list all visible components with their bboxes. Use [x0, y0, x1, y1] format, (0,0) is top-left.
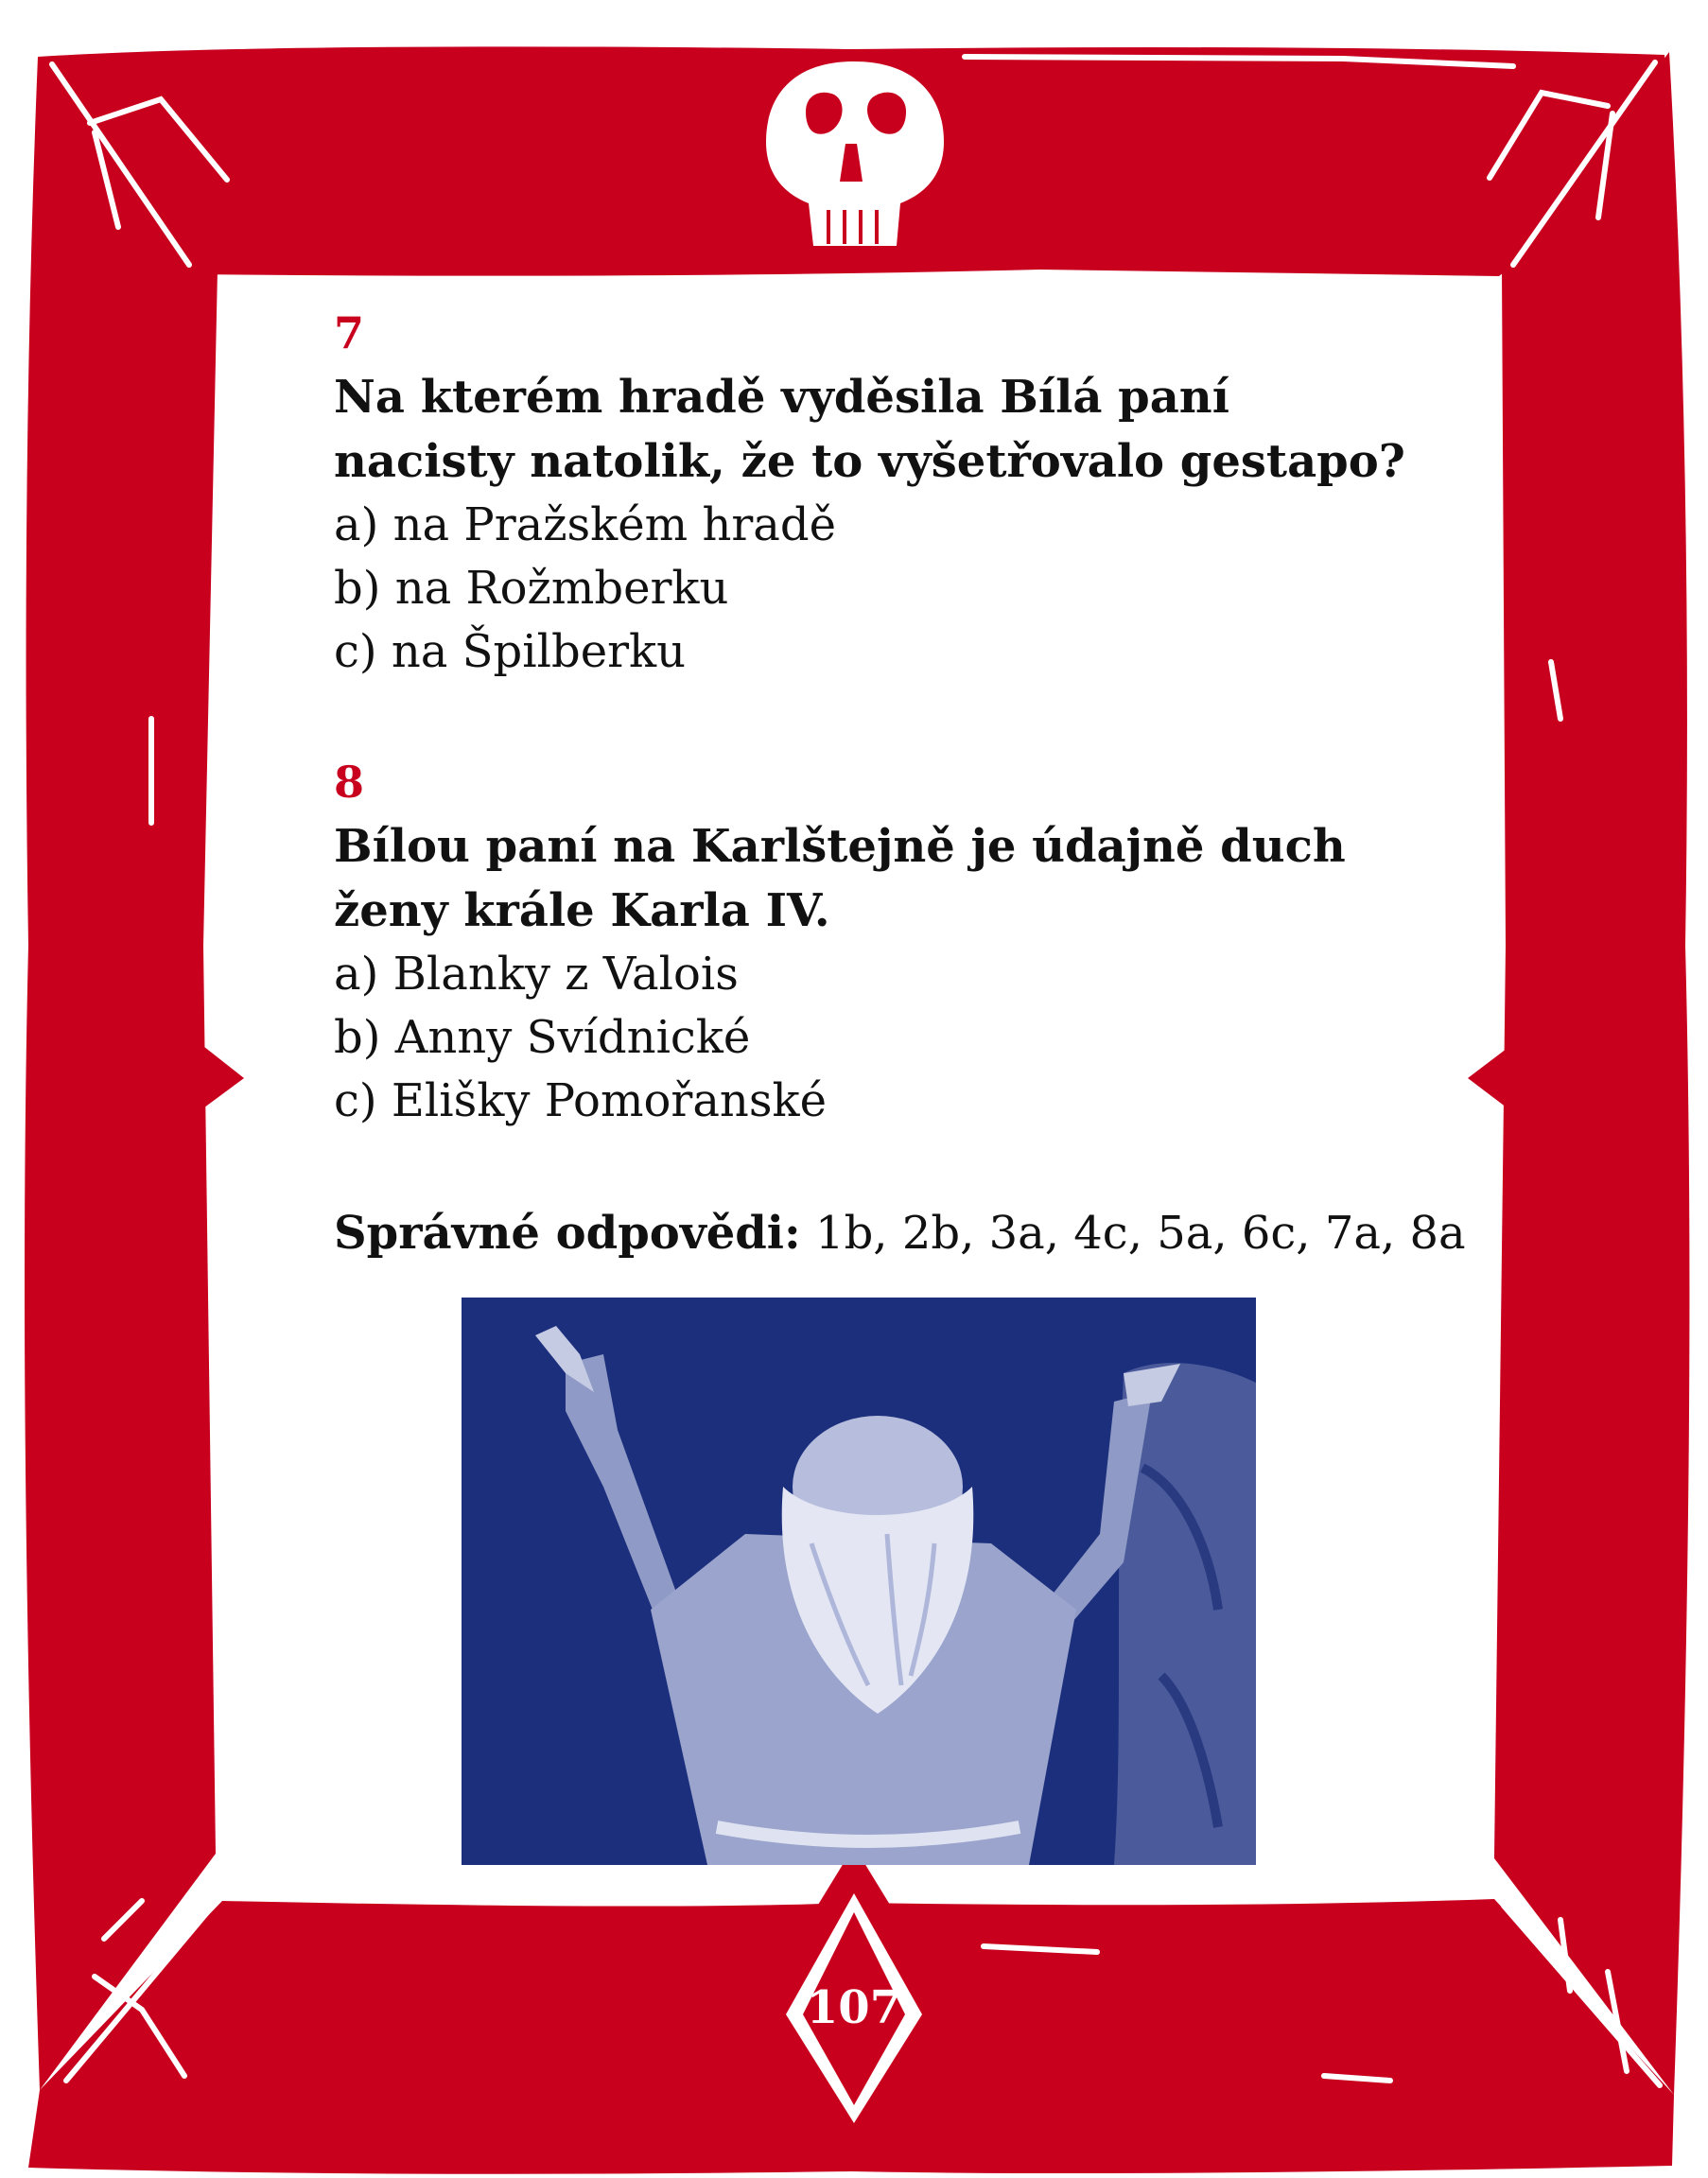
answer-option: c) Elišky Pomořanské: [334, 1074, 827, 1127]
answer-option: a) na Pražském hradě: [334, 498, 837, 551]
correct-answers-value: 1b, 2b, 3a, 4c, 5a, 6c, 7a, 8a: [815, 1207, 1466, 1260]
quiz-content: [334, 303, 1525, 1311]
question-number: 8: [334, 757, 365, 808]
question-text: Na kterém hradě vyděsila Bílá paní nacisty natolik, že to vyšetřovalo gestapo?: [334, 371, 1405, 488]
answer-option: a) Blanky z Valois: [334, 948, 739, 1001]
answer-option: b) Anny Svídnické: [334, 1011, 751, 1064]
correct-answers: [334, 1201, 1525, 1265]
correct-answers-label: Správné odpovědi:: [334, 1207, 801, 1260]
answer-option: b) na Rožmberku: [334, 562, 729, 615]
question-number: 7: [334, 307, 365, 358]
question-text: Bílou paní na Karlštejně je údajně duch ženy krále Karla IV.: [334, 820, 1346, 937]
answer-option: c) na Špilberku: [334, 625, 687, 678]
question-7: [334, 303, 1525, 684]
question-8: [334, 752, 1525, 1133]
bearded-hermit-photo: [462, 1298, 1256, 1865]
page-number: 107: [806, 1981, 902, 2034]
